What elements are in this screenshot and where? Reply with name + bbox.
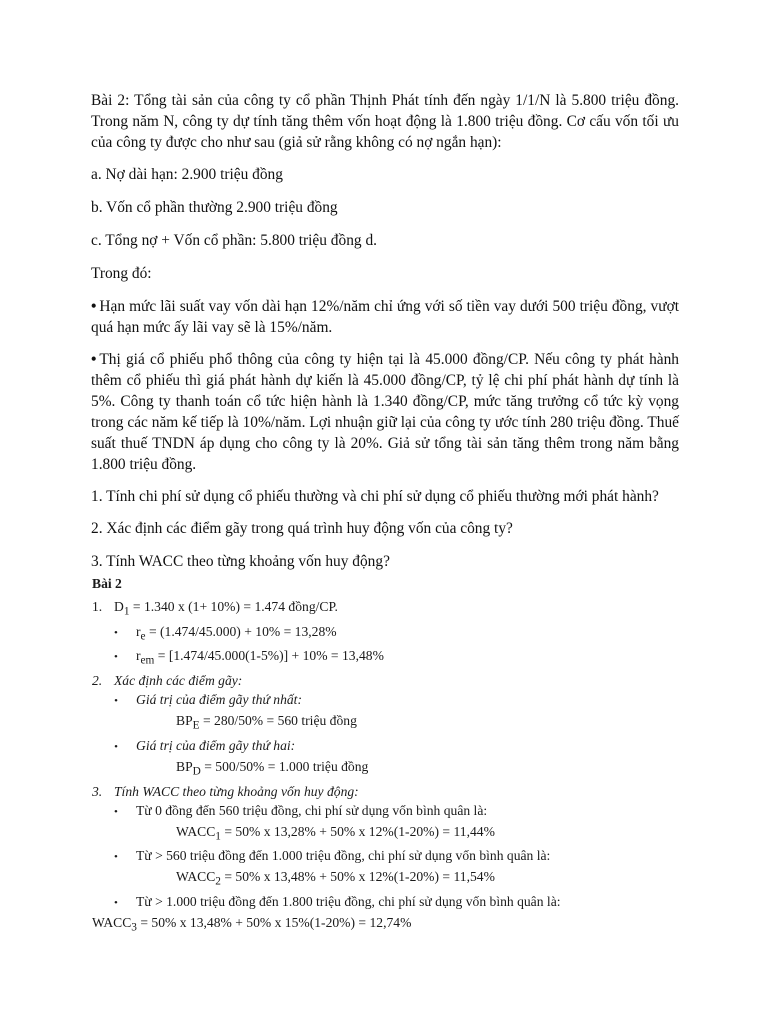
bullet-icon: •	[114, 651, 118, 664]
solution-step-1-d1: 1. $D_1 = 1.340$ x (1+ 10%) = 1.474 đồng/CP.	[92, 599, 338, 618]
solution-title: Bài 2	[92, 576, 122, 591]
solution-image-block	[92, 574, 692, 938]
bullet-icon: •	[114, 740, 118, 753]
bullet-loan-rate-text: Hạn mức lãi suất vay vốn dài hạn 12%/năm chỉ ứng với số tiền vay dưới 500 triệu đồng, vượt quá hạn mức ấy lãi vay sẽ là 15%/năm.	[91, 298, 679, 336]
bullet-stock-info-text: Thị giá cổ phiếu phổ thông của công ty hiện tại là 45.000 đồng/CP. Nếu công ty phát hành thêm cổ phiếu thì giá phát hành dự kiến là 45.000 đồng/CP, tỷ lệ chi phí phát hành dự tính là 5%. Công ty thanh toán cổ tức hiện hành là 1.340 đồng/CP, mức tăng trưởng cổ tức kỳ vọng trong các năm kế tiếp là 10%/năm. Lợi nhuận giữ lại của công ty ước tính 280 triệu đồng. Thuế suất thuế TNDN áp dụng cho công ty là 20%. Giả sử tổng tài sản tăng thêm trong năm bằng 1.800 triệu đồng.	[91, 351, 679, 473]
solution-wacc1-formula: $WACC_1 = 50\%$ x 13,28% + 50% x 12%(1-20%) = 11,44%	[176, 823, 495, 843]
option-a: a. Nợ dài hạn: 2.900 triệu đồng	[91, 166, 283, 183]
question-2: 2. Xác định các điểm gãy trong quá trình huy động vốn của công ty?	[91, 520, 513, 537]
solution-breakpoint-2-label: • Giá trị của điểm gãy thứ hai:	[92, 736, 692, 757]
solution-range-3-label: • Từ > 1.000 triệu đồng đến 1.800 triệu đồng, chi phí sử dụng vốn bình quân là:	[92, 892, 692, 913]
solution-bpd-formula: $BP_D = 500/50\% = 1.000$ triệu đồng	[176, 758, 369, 778]
bullet-icon: •	[91, 351, 97, 368]
bullet-icon: •	[114, 695, 118, 708]
solution-wacc3-formula: $WACC_3 = 50\%$ x 13,48% + 50% x 15%(1-20%) = 12,74%	[92, 915, 412, 934]
question-3: 3. Tính WACC theo từng khoảng vốn huy động?	[91, 553, 390, 570]
bullet-stock-info	[91, 349, 679, 475]
solution-step-2-heading: 2. Xác định các điểm gãy:	[92, 673, 243, 689]
bullet-icon: •	[114, 897, 118, 910]
bullet-icon: •	[91, 298, 97, 315]
solution-range-2-label: • Từ > 560 triệu đồng đến 1.000 triệu đồng, chi phí sử dụng vốn bình quân là:	[92, 846, 692, 867]
solution-breakpoint-1-label: • Giá trị của điểm gãy thứ nhất:	[92, 690, 692, 711]
solution-bpe-formula: $BP_E = 280/50\% = 560$ triệu đồng	[176, 713, 357, 732]
solution-wacc2-formula: $WACC_2 = 50\%$ x 13,48% + 50% x 12%(1-20%) = 11,54%	[176, 869, 495, 889]
solution-range-1-label: • Từ 0 đồng đến 560 triệu đồng, chi phí sử dụng vốn bình quân là:	[92, 801, 692, 822]
trong-do-label: Trong đó:	[91, 265, 152, 282]
bullet-icon: •	[114, 626, 118, 639]
option-b: b. Vốn cổ phần thường 2.900 triệu đồng	[91, 199, 338, 216]
problem-section	[91, 90, 679, 584]
option-c: c. Tổng nợ + Vốn cổ phần: 5.800 triệu đồng d.	[91, 232, 377, 249]
bullet-loan-rate	[91, 296, 679, 338]
question-1: 1. Tính chi phí sử dụng cổ phiếu thường và chi phí sử dụng cổ phiếu thường mới phát hành?	[91, 488, 659, 505]
solution-rem-line: • $r_{em} = [1.474/45.000(1-5\%)] + 10\% = 13,48\%$	[114, 648, 384, 668]
bullet-icon: •	[114, 805, 118, 818]
solution-step-3-heading: 3. Tính WACC theo từng khoảng vốn huy động:	[92, 783, 359, 799]
solution-re-line: • $r_e = (1.474/45.000) + 10\% = 13,28\%$	[114, 623, 337, 643]
bullet-icon: •	[114, 851, 118, 864]
problem-intro: Bài 2: Tổng tài sản của công ty cổ phần Thịnh Phát tính đến ngày 1/1/N là 5.800 triệu đồng. Trong năm N, công ty dự tính tăng thêm vốn hoạt động là 1.800 triệu đồng. Cơ cấu vốn tối ưu của công ty được cho như sau (giả sử rằng không có nợ ngắn hạn):	[91, 92, 679, 151]
